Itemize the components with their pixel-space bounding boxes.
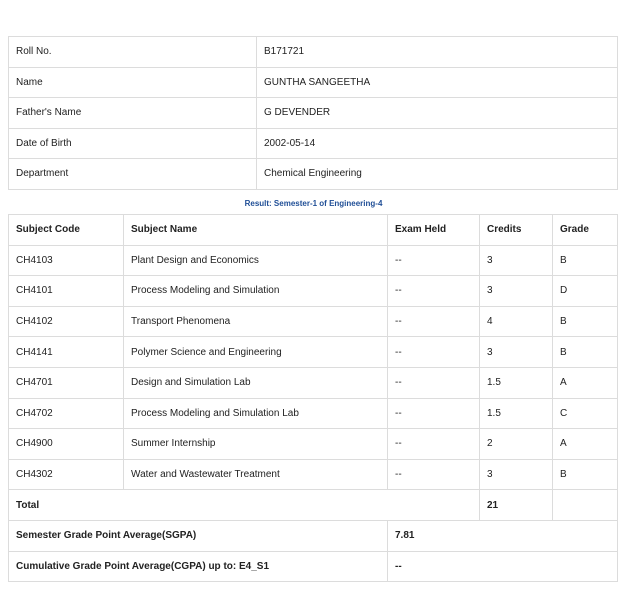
exam-held: --	[388, 276, 480, 307]
credits: 3	[480, 459, 553, 490]
department-value: Chemical Engineering	[257, 159, 618, 190]
grade: B	[553, 459, 618, 490]
header-credits: Credits	[480, 215, 553, 246]
subject-code: CH4103	[9, 245, 124, 276]
table-row	[9, 276, 618, 307]
exam-held: --	[388, 337, 480, 368]
credits: 1.5	[480, 398, 553, 429]
grade: B	[553, 337, 618, 368]
sgpa-row	[9, 520, 618, 551]
subject-code: CH4900	[9, 429, 124, 460]
table-row	[9, 429, 618, 460]
credits: 1.5	[480, 367, 553, 398]
subject-code: CH4702	[9, 398, 124, 429]
table-row	[9, 367, 618, 398]
credits: 3	[480, 337, 553, 368]
header-exam-held: Exam Held	[388, 215, 480, 246]
header-subject-name: Subject Name	[124, 215, 388, 246]
exam-held: --	[388, 459, 480, 490]
father-name-value: G DEVENDER	[257, 98, 618, 129]
table-row	[9, 459, 618, 490]
roll-no-label: Roll No.	[9, 37, 257, 68]
cgpa-label: Cumulative Grade Point Average(CGPA) up to: E4_S1	[9, 551, 388, 582]
grade: B	[553, 245, 618, 276]
header-subject-code: Subject Code	[9, 215, 124, 246]
student-row-name	[9, 67, 618, 98]
total-credits: 21	[480, 490, 553, 521]
dob-label: Date of Birth	[9, 128, 257, 159]
grade: B	[553, 306, 618, 337]
subject-name: Summer Internship	[124, 429, 388, 460]
subject-name: Process Modeling and Simulation Lab	[124, 398, 388, 429]
table-row	[9, 398, 618, 429]
exam-held: --	[388, 398, 480, 429]
subject-code: CH4701	[9, 367, 124, 398]
subject-name: Transport Phenomena	[124, 306, 388, 337]
exam-held: --	[388, 245, 480, 276]
subject-name: Design and Simulation Lab	[124, 367, 388, 398]
grade: A	[553, 429, 618, 460]
credits: 3	[480, 276, 553, 307]
roll-no-value: B171721	[257, 37, 618, 68]
subject-code: CH4141	[9, 337, 124, 368]
credits: 2	[480, 429, 553, 460]
subject-name: Process Modeling and Simulation	[124, 276, 388, 307]
total-grade-empty	[553, 490, 618, 521]
subject-name: Water and Wastewater Treatment	[124, 459, 388, 490]
result-header-row	[9, 215, 618, 246]
subject-code: CH4102	[9, 306, 124, 337]
grade: D	[553, 276, 618, 307]
cgpa-value: --	[388, 551, 618, 582]
name-label: Name	[9, 67, 257, 98]
table-row	[9, 245, 618, 276]
dob-value: 2002-05-14	[257, 128, 618, 159]
exam-held: --	[388, 306, 480, 337]
student-row-father-name	[9, 98, 618, 129]
grade: C	[553, 398, 618, 429]
cgpa-row	[9, 551, 618, 582]
grade: A	[553, 367, 618, 398]
student-row-roll-no	[9, 37, 618, 68]
total-label: Total	[9, 490, 480, 521]
exam-held: --	[388, 429, 480, 460]
subject-name: Plant Design and Economics	[124, 245, 388, 276]
total-row	[9, 490, 618, 521]
father-name-label: Father's Name	[9, 98, 257, 129]
student-info-table	[8, 36, 618, 190]
student-row-department	[9, 159, 618, 190]
subject-code: CH4101	[9, 276, 124, 307]
table-row	[9, 306, 618, 337]
sgpa-value: 7.81	[388, 520, 618, 551]
result-title: Result: Semester-1 of Engineering-4	[244, 199, 383, 208]
subject-name: Polymer Science and Engineering	[124, 337, 388, 368]
credits: 3	[480, 245, 553, 276]
department-label: Department	[9, 159, 257, 190]
sgpa-label: Semester Grade Point Average(SGPA)	[9, 520, 388, 551]
student-row-dob	[9, 128, 618, 159]
exam-held: --	[388, 367, 480, 398]
credits: 4	[480, 306, 553, 337]
result-table	[8, 214, 618, 582]
table-row	[9, 337, 618, 368]
subject-code: CH4302	[9, 459, 124, 490]
name-value: GUNTHA SANGEETHA	[257, 67, 618, 98]
header-grade: Grade	[553, 215, 618, 246]
